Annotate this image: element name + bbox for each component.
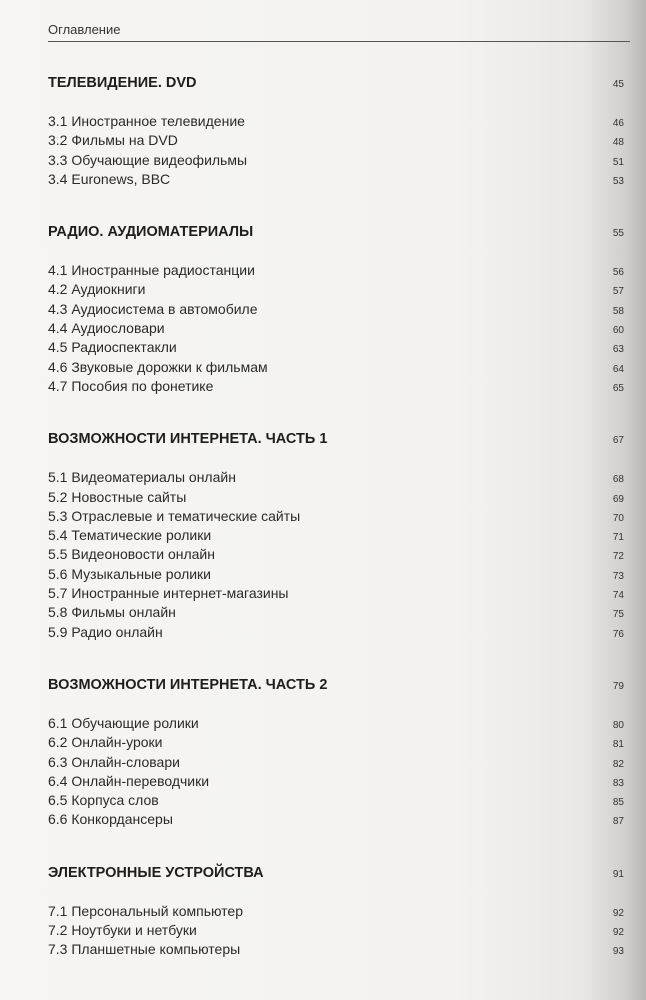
toc-entry[interactable] bbox=[48, 772, 624, 791]
entry-page-number: 76 bbox=[612, 628, 624, 640]
toc-entry[interactable] bbox=[48, 623, 624, 642]
section-spacer bbox=[48, 189, 624, 223]
page-header bbox=[48, 22, 630, 42]
section-page-number: 91 bbox=[612, 868, 624, 880]
section-heading[interactable] bbox=[48, 676, 624, 695]
entry-page-number: 57 bbox=[612, 286, 624, 298]
toc-entry[interactable] bbox=[48, 151, 624, 170]
toc-entry[interactable] bbox=[48, 338, 624, 357]
table-of-contents bbox=[48, 74, 624, 960]
entry-label: 5.7 Иностранные интернет-магазины bbox=[48, 585, 289, 602]
entry-label: 7.1 Персональный компьютер bbox=[48, 902, 244, 919]
entry-label: 5.2 Новостные сайты bbox=[48, 488, 187, 505]
entry-page-number: 85 bbox=[612, 797, 624, 809]
entry-page-number: 46 bbox=[612, 118, 624, 129]
section-page-number: 45 bbox=[612, 79, 624, 90]
toc-entry[interactable] bbox=[48, 280, 624, 299]
entry-label: 6.1 Обучающие ролики bbox=[48, 714, 199, 731]
section-page-number: 55 bbox=[612, 228, 624, 240]
entry-page-number: 93 bbox=[612, 946, 624, 958]
entry-label: 6.6 Конкордансеры bbox=[48, 811, 173, 828]
entry-page-number: 68 bbox=[612, 474, 624, 486]
entry-label: 5.8 Фильмы онлайн bbox=[48, 604, 176, 621]
toc-entry[interactable] bbox=[48, 319, 624, 338]
entry-page-number: 53 bbox=[612, 175, 624, 187]
entry-label: 6.4 Онлайн-переводчики bbox=[48, 772, 210, 789]
section-heading[interactable] bbox=[48, 430, 624, 449]
entry-page-number: 74 bbox=[612, 590, 624, 602]
toc-section bbox=[48, 676, 624, 830]
entry-label: 5.3 Отраслевые и тематические сайты bbox=[48, 507, 301, 524]
entry-page-number: 80 bbox=[612, 719, 624, 731]
entry-page-number: 72 bbox=[612, 551, 624, 563]
header-title: Оглавление bbox=[48, 22, 121, 37]
entry-label: 4.5 Радиоспектакли bbox=[48, 339, 177, 356]
toc-entry[interactable] bbox=[48, 358, 624, 377]
toc-entry[interactable] bbox=[48, 902, 624, 921]
toc-entry[interactable] bbox=[48, 545, 624, 564]
toc-entry[interactable] bbox=[48, 526, 624, 545]
toc-entry[interactable] bbox=[48, 468, 624, 487]
toc-entry[interactable] bbox=[48, 488, 624, 507]
section-items bbox=[48, 112, 624, 189]
section-heading[interactable] bbox=[48, 864, 624, 883]
toc-entry[interactable] bbox=[48, 261, 624, 280]
toc-section bbox=[48, 223, 624, 396]
entry-page-number: 92 bbox=[612, 927, 624, 939]
entry-page-number: 58 bbox=[612, 305, 624, 317]
entry-label: 4.7 Пособия по фонетике bbox=[48, 377, 214, 394]
entry-page-number: 82 bbox=[612, 758, 624, 770]
toc-entry[interactable] bbox=[48, 733, 624, 752]
entry-page-number: 51 bbox=[612, 156, 624, 168]
entry-label: 3.1 Иностранное телевидение bbox=[48, 113, 245, 129]
entry-label: 3.4 Euronews, BBC bbox=[48, 170, 171, 187]
entry-page-number: 92 bbox=[612, 907, 624, 919]
section-spacer bbox=[48, 396, 624, 430]
entry-label: 5.1 Видеоматериалы онлайн bbox=[48, 469, 236, 486]
toc-entry[interactable] bbox=[48, 791, 624, 810]
entry-label: 4.2 Аудиокниги bbox=[48, 281, 146, 298]
section-page-number: 67 bbox=[612, 435, 624, 447]
toc-section bbox=[48, 864, 624, 960]
entry-label: 5.6 Музыкальные ролики bbox=[48, 565, 212, 582]
entry-label: 7.3 Планшетные компьютеры bbox=[48, 941, 241, 958]
toc-entry[interactable] bbox=[48, 753, 624, 772]
entry-page-number: 48 bbox=[612, 137, 624, 149]
section-title: ЭЛЕКТРОННЫЕ УСТРОЙСТВА bbox=[48, 864, 264, 881]
entry-label: 4.6 Звуковые дорожки к фильмам bbox=[48, 358, 268, 375]
entry-label: 4.4 Аудиословари bbox=[48, 320, 165, 337]
toc-entry[interactable] bbox=[48, 603, 624, 622]
section-title: ТЕЛЕВИДЕНИЕ. DVD bbox=[48, 75, 197, 91]
entry-label: 4.1 Иностранные радиостанции bbox=[48, 262, 255, 279]
toc-entry[interactable] bbox=[48, 300, 624, 319]
section-items bbox=[48, 468, 624, 642]
entry-page-number: 81 bbox=[612, 739, 624, 751]
section-items bbox=[48, 714, 624, 830]
entry-page-number: 87 bbox=[612, 816, 624, 828]
toc-entry[interactable] bbox=[48, 131, 624, 150]
toc-entry[interactable] bbox=[48, 507, 624, 526]
entry-page-number: 73 bbox=[612, 570, 624, 582]
toc-entry[interactable] bbox=[48, 714, 624, 733]
entry-page-number: 65 bbox=[612, 382, 624, 394]
entry-page-number: 70 bbox=[612, 512, 624, 524]
entry-page-number: 56 bbox=[612, 267, 624, 279]
toc-entry[interactable] bbox=[48, 565, 624, 584]
entry-page-number: 71 bbox=[612, 532, 624, 544]
entry-label: 4.3 Аудиосистема в автомобиле bbox=[48, 300, 258, 317]
entry-page-number: 75 bbox=[612, 609, 624, 621]
entry-page-number: 63 bbox=[612, 344, 624, 356]
entry-page-number: 83 bbox=[612, 777, 624, 789]
section-title: ВОЗМОЖНОСТИ ИНТЕРНЕТА. ЧАСТЬ 1 bbox=[48, 431, 328, 448]
entry-label: 5.4 Тематические ролики bbox=[48, 527, 212, 544]
entry-label: 6.5 Корпуса слов bbox=[48, 792, 159, 809]
toc-section bbox=[48, 74, 624, 189]
toc-entry[interactable] bbox=[48, 584, 624, 603]
section-spacer bbox=[48, 642, 624, 676]
entry-label: 6.2 Онлайн-уроки bbox=[48, 734, 163, 751]
entry-label: 7.2 Ноутбуки и нетбуки bbox=[48, 922, 197, 939]
toc-entry[interactable] bbox=[48, 112, 624, 131]
entry-label: 5.9 Радио онлайн bbox=[48, 623, 163, 640]
entry-label: 6.3 Онлайн-словари bbox=[48, 753, 180, 770]
entry-page-number: 60 bbox=[612, 325, 624, 337]
toc-entry[interactable] bbox=[48, 940, 624, 959]
section-items bbox=[48, 902, 624, 960]
entry-label: 3.3 Обучающие видеофильмы bbox=[48, 151, 248, 168]
toc-entry[interactable] bbox=[48, 921, 624, 940]
entry-label: 3.2 Фильмы на DVD bbox=[48, 132, 178, 149]
section-heading[interactable] bbox=[48, 74, 624, 93]
section-page-number: 79 bbox=[612, 680, 624, 692]
entry-page-number: 64 bbox=[612, 363, 624, 375]
toc-entry[interactable] bbox=[48, 377, 624, 396]
toc-entry[interactable] bbox=[48, 170, 624, 189]
section-title: РАДИО. АУДИОМАТЕРИАЛЫ bbox=[48, 224, 254, 241]
entry-page-number: 69 bbox=[612, 493, 624, 505]
toc-entry[interactable] bbox=[48, 810, 624, 829]
section-title: ВОЗМОЖНОСТИ ИНТЕРНЕТА. ЧАСТЬ 2 bbox=[48, 676, 328, 693]
section-items bbox=[48, 261, 624, 396]
entry-label: 5.5 Видеоновости онлайн bbox=[48, 546, 215, 563]
toc-section bbox=[48, 430, 624, 642]
section-heading[interactable] bbox=[48, 223, 624, 242]
section-spacer bbox=[48, 830, 624, 864]
